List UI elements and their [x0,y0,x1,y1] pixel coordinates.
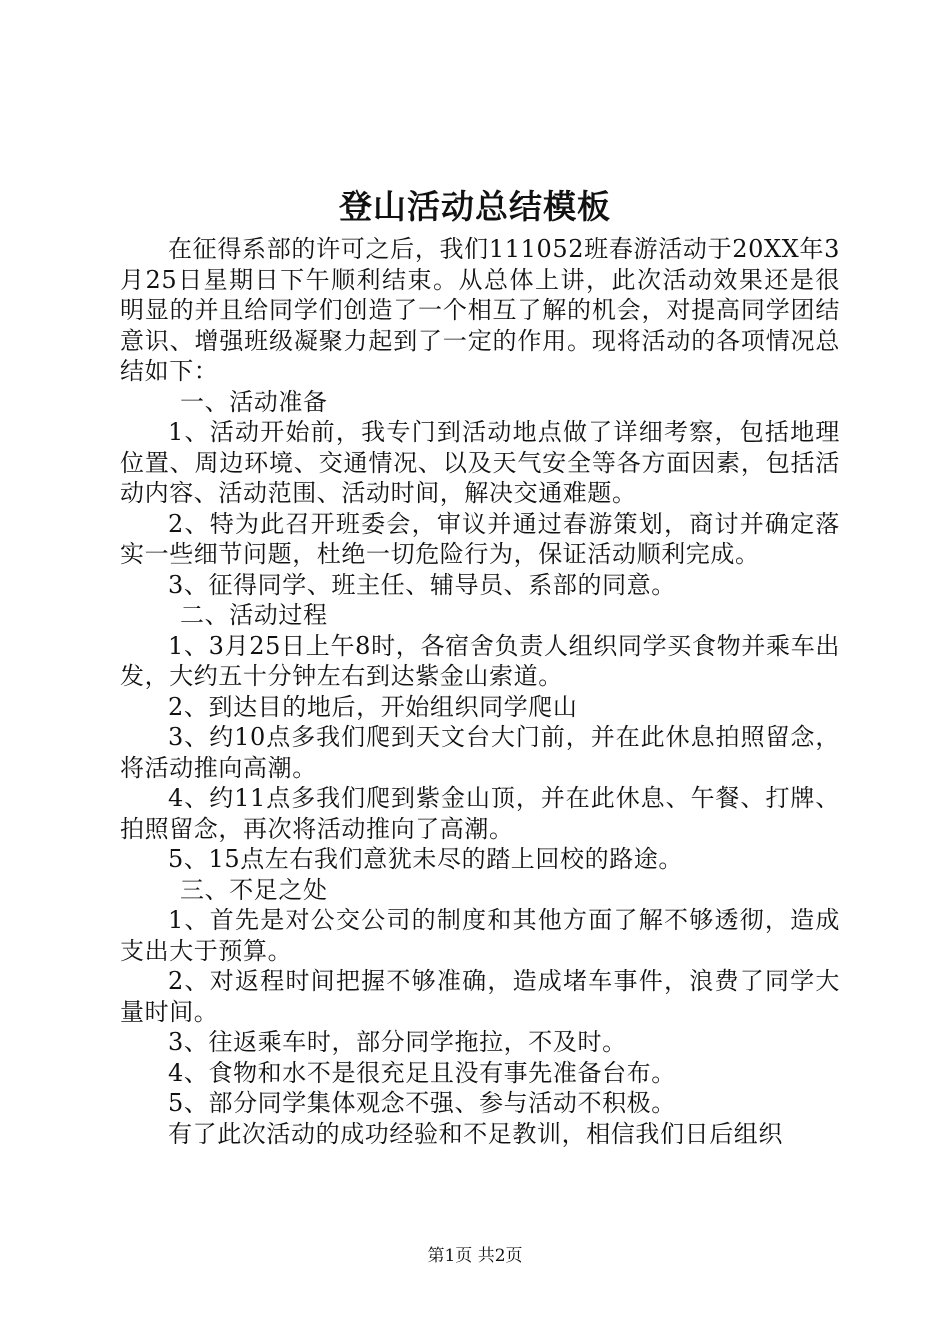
shortcoming-item: 5、部分同学集体观念不强、参与活动不积极。 [168,1089,676,1117]
process-item: 3、约10点多我们爬到天文台大门前，并在此休息拍照留念，将活动推向高潮。 [120,723,840,782]
process-item: 2、到达目的地后，开始组织同学爬山 [168,692,578,721]
closing-paragraph: 有了此次活动的成功经验和不足教训，相信我们日后组织 [168,1119,783,1148]
page-number-footer: 第1页 共2页 [427,1246,523,1266]
process-item: 4、约11点多我们爬到紫金山顶，并在此休息、午餐、打牌、拍照留念，再次将活动推向了高潮。 [120,784,840,843]
preparation-item: 2、特为此召开班委会，审议并通过春游策划，商讨并确定落实一些细节问题，杜绝一切危险行为，保证活动顺利完成。 [120,509,840,568]
document-body [120,234,840,1149]
preparation-item: 1、活动开始前，我专门到活动地点做了详细考察，包括地理位置、周边环境、交通情况、以及天气安全等各方面因素，包括活动内容、活动范围、活动时间，解决交通难题。 [120,418,840,507]
section-heading-shortcomings: 三、不足之处 [180,875,328,904]
process-item: 5、15点左右我们意犹未尽的踏上回校的路途。 [168,845,684,873]
shortcoming-item: 2、对返程时间把握不够准确，造成堵车事件，浪费了同学大量时间。 [120,967,840,1026]
shortcoming-item: 4、食物和水不是很充足且没有事先准备台布。 [168,1058,676,1087]
shortcoming-item: 1、首先是对公交公司的制度和其他方面了解不够透彻，造成支出大于预算。 [120,906,840,965]
section-heading-process: 二、活动过程 [180,601,328,629]
document-title: 登山活动总结模板 [339,187,611,226]
intro-paragraph: 在征得系部的许可之后，我们111052班春游活动于20XX年3月25日星期日下午顺利结束。从总体上讲，此次活动效果还是很明显的并且给同学们创造了一个相互了解的机会，对提高同学团结意识、增强班级凝聚力起到了一定的作用。现将活动的各项情况总结如下： [120,235,840,385]
shortcoming-item: 3、往返乘车时，部分同学拖拉，不及时。 [168,1028,627,1056]
preparation-item: 3、征得同学、班主任、辅导员、系部的同意。 [168,570,676,599]
process-item: 1、3月25日上午8时，各宿舍负责人组织同学买食物并乘车出发，大约五十分钟左右到达紫金山索道。 [120,631,840,690]
section-heading-preparation: 一、活动准备 [180,387,328,416]
